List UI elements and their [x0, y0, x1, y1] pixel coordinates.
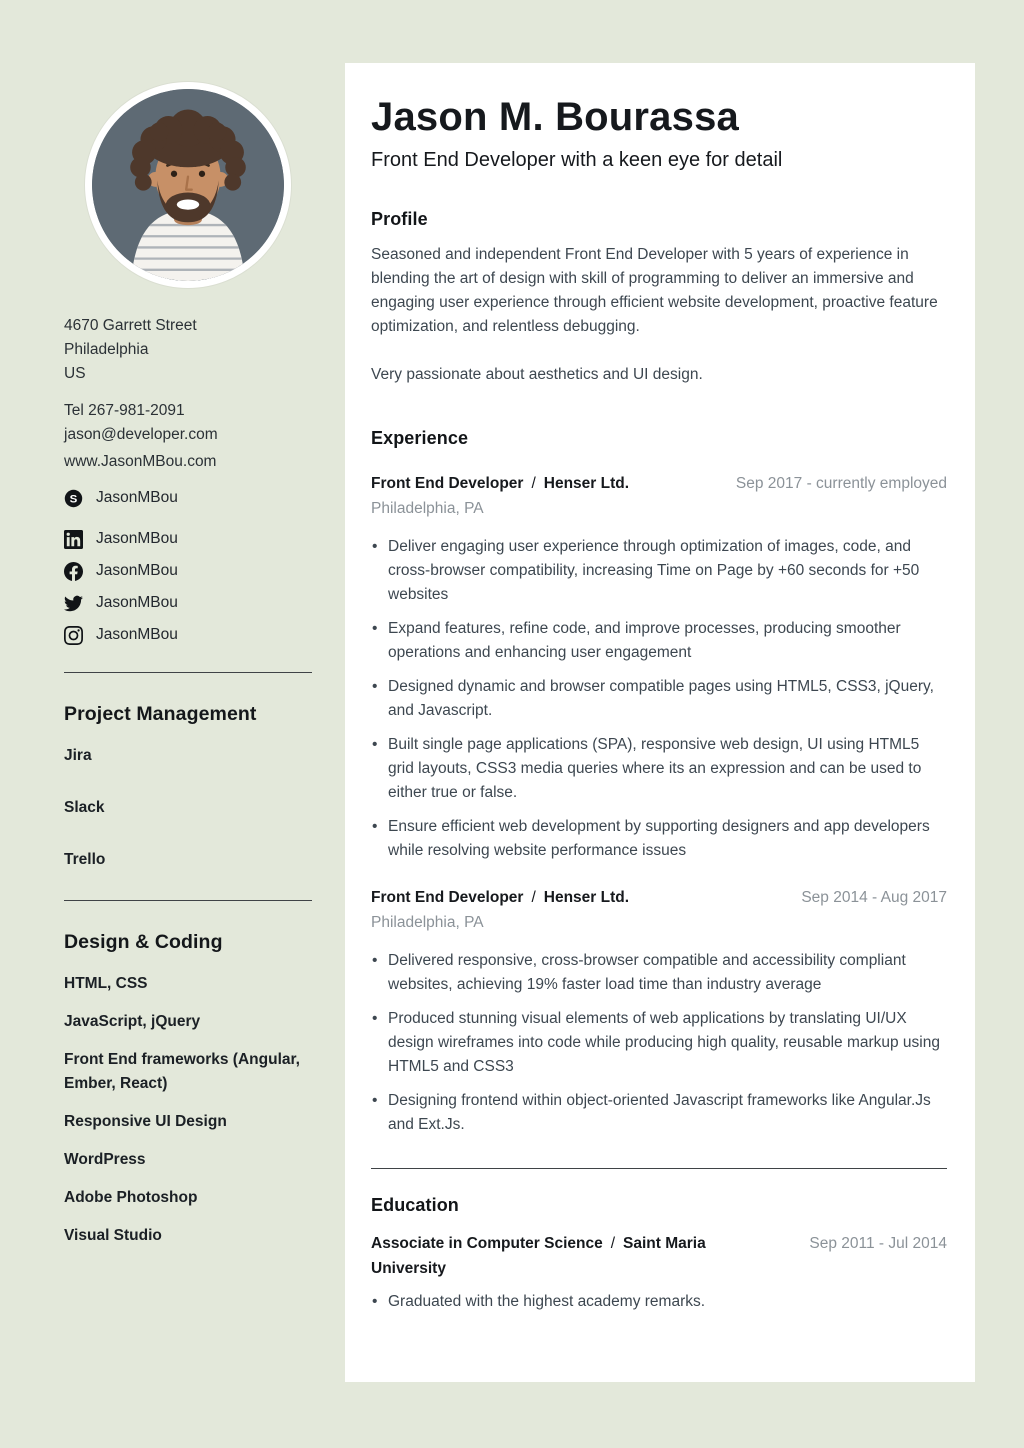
- job-bullet-list: [371, 949, 947, 1137]
- job-title-separator: /: [531, 889, 536, 906]
- address-city: Philadelphia: [64, 341, 149, 358]
- skill-item: Jira: [64, 747, 92, 764]
- job-dates: Sep 2017 - currently employed: [735, 475, 947, 492]
- education-header: [371, 1231, 947, 1281]
- sidebar: [64, 82, 312, 1262]
- education-school: Saint Maria University: [371, 1235, 706, 1277]
- education-bullet: • Graduated with the highest academy remarks.: [371, 1290, 947, 1314]
- profile-paragraph: Seasoned and independent Front End Developer with 5 years of experience in blending the art of design with skill of programming to deliver an immersive and engaging user experience through efficient website development, proactive feature optimization, and relentless debugging.: [371, 246, 938, 335]
- svg-text:S: S: [69, 492, 78, 505]
- job-title: [371, 471, 629, 496]
- social-link-instagram[interactable]: [64, 624, 312, 646]
- job-header: [371, 471, 947, 496]
- job-company: Henser Ltd.: [543, 475, 630, 492]
- job-bullet: • Ensure efficient web development by supporting designers and app developers while resolving website performance issues: [371, 815, 947, 863]
- experience-heading: Experience: [371, 428, 469, 448]
- education-section: [371, 1195, 947, 1314]
- address-country: US: [64, 365, 86, 382]
- job-entry: [371, 471, 947, 863]
- sidebar-section-title-project-management: Project Management: [64, 703, 257, 725]
- skill-item: Trello: [64, 851, 106, 868]
- skill-item: Slack: [64, 799, 105, 816]
- page-title: Jason M. Bourassa: [371, 95, 739, 139]
- job-bullet: • Produced stunning visual elements of web applications by translating UI/UX design wireframes into code while producing high quality, reusable markup using HTML5 and CSS3: [371, 1007, 947, 1079]
- profile-paragraph: Very passionate about aesthetics and UI design.: [371, 366, 703, 383]
- address-block: [64, 314, 312, 386]
- facebook-handle[interactable]: JasonMBou: [96, 562, 178, 579]
- job-bullet: • Deliver engaging user experience through optimization of images, code, and cross-browser compatibility, increasing Time on Page by +60 seconds for +50 websites: [371, 535, 947, 607]
- address-street: 4670 Garrett Street: [64, 317, 197, 334]
- job-role: Front End Developer: [371, 889, 524, 906]
- skill-item: Front End frameworks (Angular, Ember, React): [64, 1051, 300, 1092]
- social-link-linkedin[interactable]: [64, 528, 312, 550]
- sidebar-divider: [64, 900, 312, 901]
- social-link-twitter[interactable]: [64, 592, 312, 614]
- instagram-handle[interactable]: JasonMBou: [96, 626, 178, 643]
- job-role: Front End Developer: [371, 475, 524, 492]
- skype-handle[interactable]: JasonMBou: [96, 489, 178, 506]
- job-title: [371, 885, 629, 910]
- instagram-icon: [64, 626, 83, 645]
- job-bullet: • Designed dynamic and browser compatible pages using HTML5, CSS3, jQuery, and Javascript.: [371, 675, 947, 723]
- education-dates: Sep 2011 - Jul 2014: [809, 1235, 947, 1252]
- profile-section: [371, 209, 947, 387]
- skill-item: WordPress: [64, 1151, 146, 1168]
- sidebar-divider: [64, 672, 312, 673]
- sidebar-section-title-design-coding: Design & Coding: [64, 931, 223, 953]
- job-bullet: • Built single page applications (SPA), responsive web design, UI using HTML5 grid layouts, CSS3 media queries where its an expression and can be used to either true or false.: [371, 733, 947, 805]
- profile-heading: Profile: [371, 209, 428, 229]
- facebook-icon: [64, 562, 83, 581]
- social-link-skype[interactable]: [64, 487, 312, 509]
- job-title-separator: /: [531, 475, 536, 492]
- job-entry: [371, 885, 947, 1137]
- linkedin-icon: [64, 530, 83, 549]
- phone-number: Tel 267-981-2091: [64, 402, 185, 419]
- resume-card: [345, 63, 975, 1382]
- tagline: Front End Developer with a keen eye for detail: [371, 149, 783, 171]
- job-company: Henser Ltd.: [543, 889, 630, 906]
- skype-icon: [64, 489, 83, 508]
- project-management-skills: [64, 744, 312, 872]
- email-address[interactable]: jason@developer.com: [64, 426, 218, 443]
- social-links: [64, 487, 312, 646]
- job-location: Philadelphia, PA: [371, 914, 484, 931]
- website-url[interactable]: www.JasonMBou.com: [64, 453, 217, 470]
- linkedin-handle[interactable]: JasonMBou: [96, 530, 178, 547]
- education-heading: Education: [371, 1195, 459, 1215]
- job-header: [371, 885, 947, 910]
- section-divider: [371, 1168, 947, 1169]
- experience-section: [371, 428, 947, 1137]
- skill-item: JavaScript, jQuery: [64, 1013, 201, 1030]
- profile-photo-illustration: [92, 89, 284, 281]
- contact-block: [64, 399, 312, 474]
- education-title: [371, 1231, 728, 1281]
- twitter-icon: [64, 594, 83, 613]
- education-degree: Associate in Computer Science: [371, 1235, 603, 1252]
- skill-item: HTML, CSS: [64, 975, 148, 992]
- education-title-separator: /: [610, 1235, 616, 1252]
- job-location: Philadelphia, PA: [371, 500, 484, 517]
- skill-item: Responsive UI Design: [64, 1113, 227, 1130]
- skill-item: Adobe Photoshop: [64, 1189, 198, 1206]
- education-entry: [371, 1231, 947, 1314]
- profile-photo: [85, 82, 291, 288]
- job-bullet: • Designing frontend within object-oriented Javascript frameworks like Angular.Js and Ext.Js.: [371, 1089, 947, 1137]
- social-link-facebook[interactable]: [64, 560, 312, 582]
- education-bullet-list: [371, 1290, 947, 1314]
- twitter-handle[interactable]: JasonMBou: [96, 594, 178, 611]
- job-bullet: • Delivered responsive, cross-browser compatible and accessibility compliant websites, achieving 19% faster load time than industry average: [371, 949, 947, 997]
- job-dates: Sep 2014 - Aug 2017: [801, 889, 947, 906]
- job-bullet: • Expand features, refine code, and improve processes, producing smoother operations and enhancing user engagement: [371, 617, 947, 665]
- skill-item: Visual Studio: [64, 1227, 162, 1244]
- job-bullet-list: [371, 535, 947, 863]
- design-coding-skills: [64, 972, 312, 1248]
